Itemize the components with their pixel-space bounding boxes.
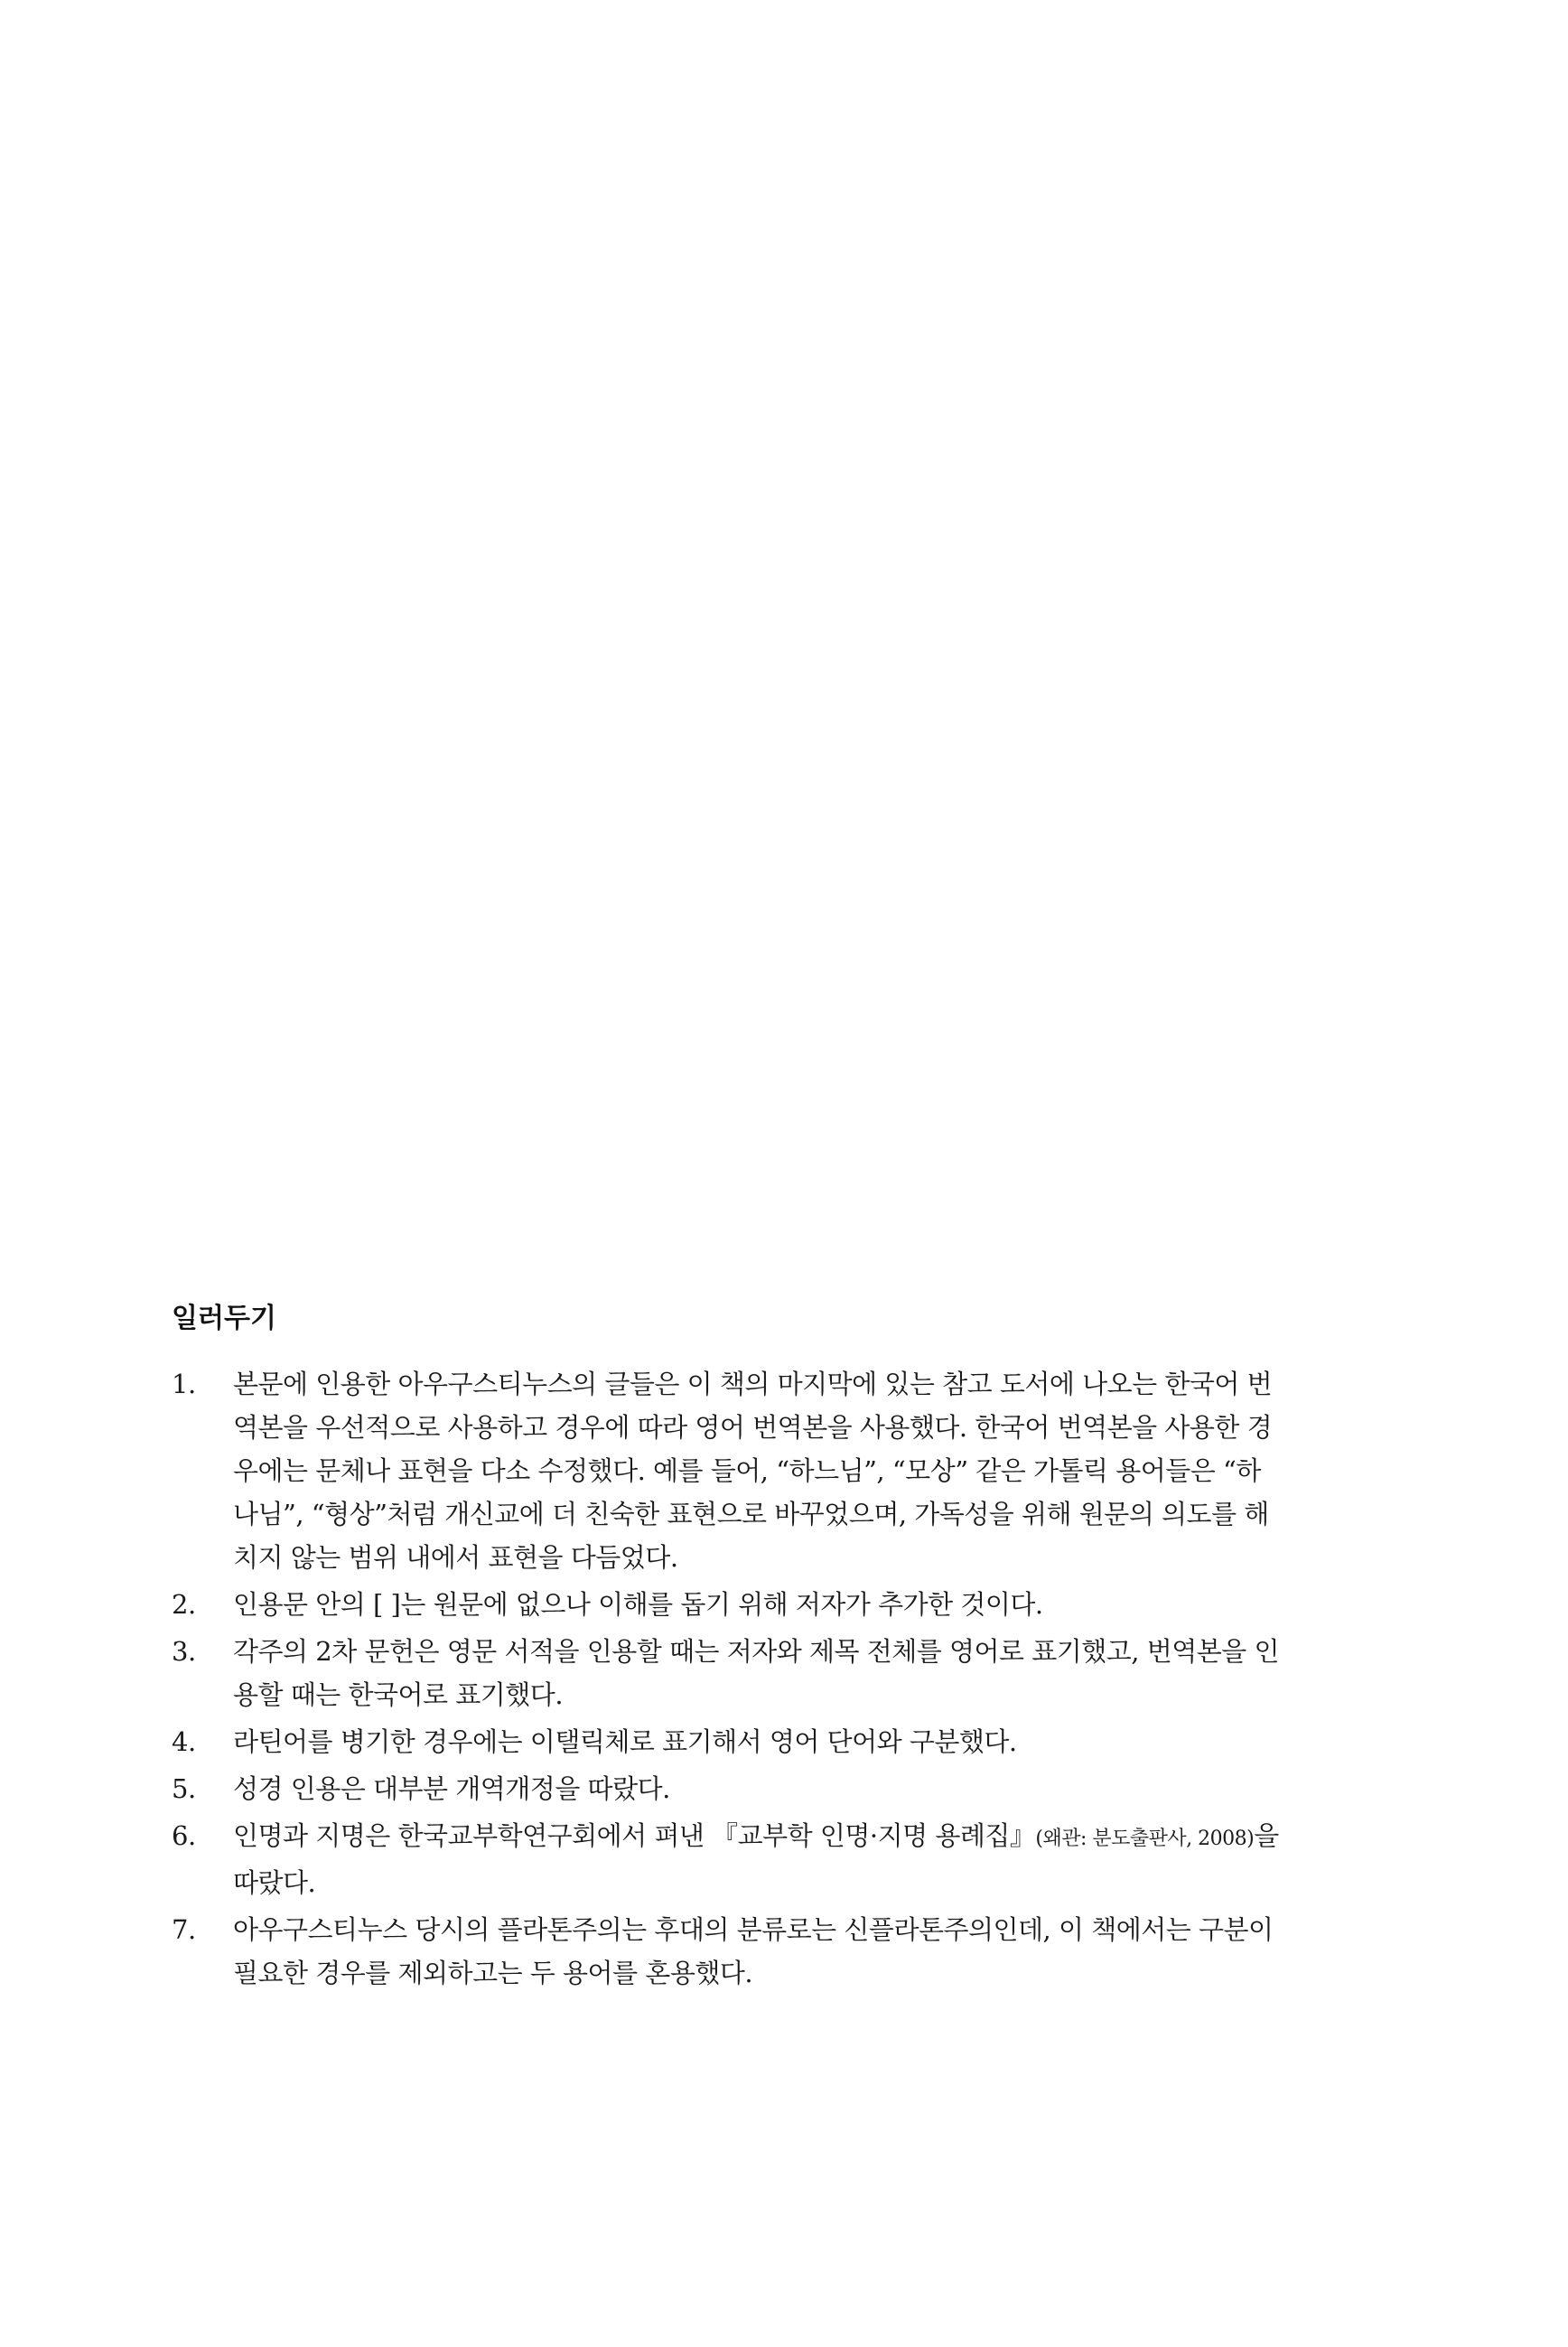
note-text: 아우구스티누스 당시의 플라톤주의는 후대의 분류로는 신플라톤주의인데, 이 책에서는 구분이 필요한 경우를 제외하고는 두 용어를 혼용했다. xyxy=(233,1914,1274,1988)
note-item-6 xyxy=(172,1814,1283,1904)
note-item-4 xyxy=(172,1720,1283,1763)
note-tail-text: 을 따랐다. xyxy=(233,1820,1279,1898)
note-number: 7. xyxy=(172,1914,196,1945)
note-text: 성경 인용은 대부분 개역개정을 따랐다. xyxy=(233,1773,670,1804)
note-text: 라틴어를 병기한 경우에는 이탤릭체로 표기해서 영어 단어와 구분했다. xyxy=(233,1726,1017,1757)
note-number: 1. xyxy=(172,1369,196,1399)
note-number: 6. xyxy=(172,1820,196,1851)
note-number: 5. xyxy=(172,1773,196,1804)
note-number: 2. xyxy=(172,1589,196,1620)
note-text xyxy=(233,1814,1283,1904)
note-main-text: 인명과 지명은 한국교부학연구회에서 펴낸 『교부학 인명·지명 용례집』 xyxy=(233,1820,1036,1851)
note-item-3 xyxy=(172,1630,1283,1716)
note-item-7 xyxy=(172,1908,1283,1995)
note-item-5 xyxy=(172,1767,1283,1810)
note-number: 3. xyxy=(172,1636,196,1667)
note-item-2 xyxy=(172,1583,1283,1626)
note-text: 본문에 인용한 아우구스티누스의 글들은 이 책의 마지막에 있는 참고 도서에 나오는 한국어 번역본을 우선적으로 사용하고 경우에 따라 영어 번역본을 사용했다. 한국어 번역본을 사용한 경우에는 문체나 표현을 다소 수정했다. 예를 들어, “하느님”, “모상” 같은 가톨릭 용어들은 “하나님”, “형상”처럼 개신교에 더 친숙한 표현으로 바꾸었으며, 가독성을 위해 원문의 의도를 해치지 않는 범위 내에서 표현을 다듬었다. xyxy=(233,1369,1273,1573)
publication-info: (왜관: 분도출판사, 2008) xyxy=(1035,1828,1255,1850)
section-title: 일러두기 xyxy=(172,1303,276,1334)
note-number: 4. xyxy=(172,1726,196,1757)
note-text: 인용문 안의 [ ]는 원문에 없으나 이해를 돕기 위해 저자가 추가한 것이다. xyxy=(233,1589,1043,1620)
note-text: 각주의 2차 문헌은 영문 서적을 인용할 때는 저자와 제목 전체를 영어로 표기했고, 번역본을 인용할 때는 한국어로 표기했다. xyxy=(233,1636,1280,1710)
notes-list xyxy=(172,1362,1283,1995)
note-item-1 xyxy=(172,1362,1283,1579)
explanatory-notes-section xyxy=(172,1301,1283,1998)
